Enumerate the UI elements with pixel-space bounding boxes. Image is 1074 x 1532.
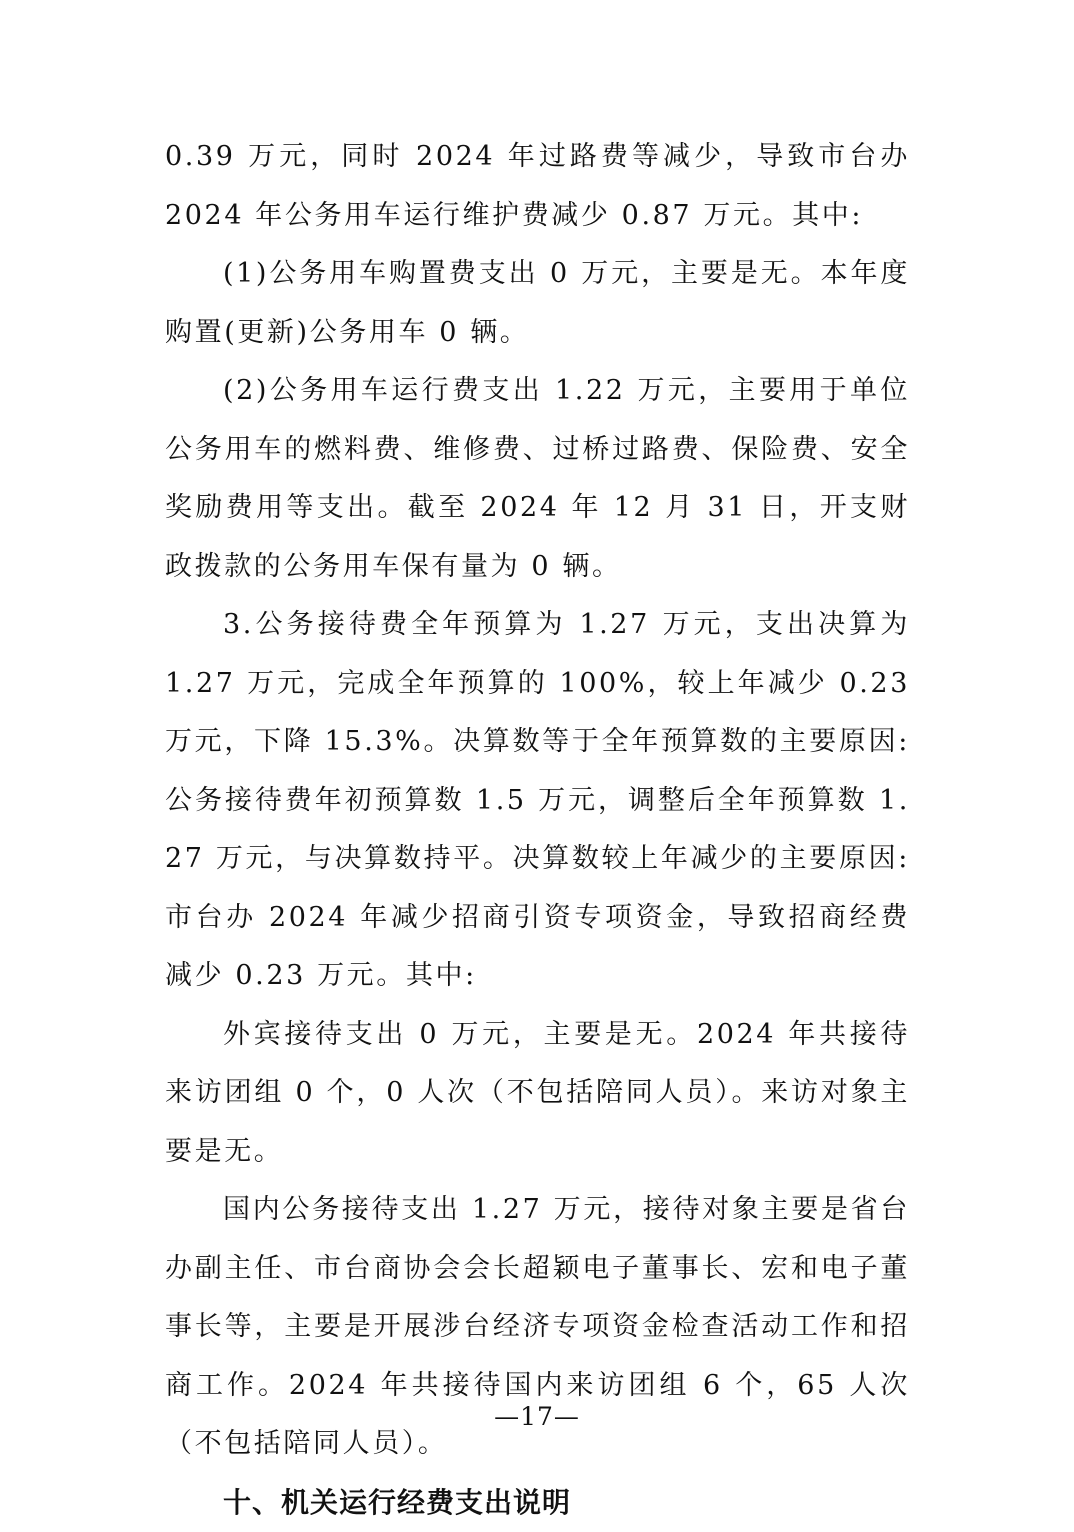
document-body [165,128,910,1532]
section-heading: 十、机关运行经费支出说明 [165,1474,910,1532]
page-number: —17— [0,1402,1074,1431]
paragraph-foreign-reception: 外宾接待支出 0 万元，主要是无。2024 年共接待来访团组 0 个，0 人次（不包括陪同人员）。来访对象主要是无。 [165,1006,910,1182]
paragraph-vehicle-purchase: (1)公务用车购置费支出 0 万元，主要是无。本年度购置(更新)公务用车 0 辆。 [165,245,910,362]
paragraph-vehicle-operation: (2)公务用车运行费支出 1.22 万元，主要用于单位公务用车的燃料费、维修费、过桥过路费、保险费、安全奖励费用等支出。截至 2024 年 12 月 31 日，开支财政拨款的公务用车保有量为 0 辆。 [165,362,910,596]
paragraph-domestic-reception: 国内公务接待支出 1.27 万元，接待对象主要是省台办副主任、市台商协会会长超颖电子董事长、宏和电子董事长等，主要是开展涉台经济专项资金检查活动工作和招商工作。2024 年共接待国内来访团组 6 个，65 人次（不包括陪同人员）。 [165,1181,910,1474]
paragraph-vehicle-summary: 0.39 万元，同时 2024 年过路费等减少，导致市台办 2024 年公务用车运行维护费减少 0.87 万元。其中: [165,128,910,245]
paragraph-reception-budget: 3.公务接待费全年预算为 1.27 万元，支出决算为 1.27 万元，完成全年预算的 100%，较上年减少 0.23 万元，下降 15.3%。决算数等于全年预算数的主要原因: 公务接待费年初预算数 1.5 万元，调整后全年预算数 1.27 万元，与决算数持平。决算数较上年减少的主要原因: 市台办 2024 年减少招商引资专项资金，导致招商经费减少 0.23 万元。其中: [165,596,910,1006]
